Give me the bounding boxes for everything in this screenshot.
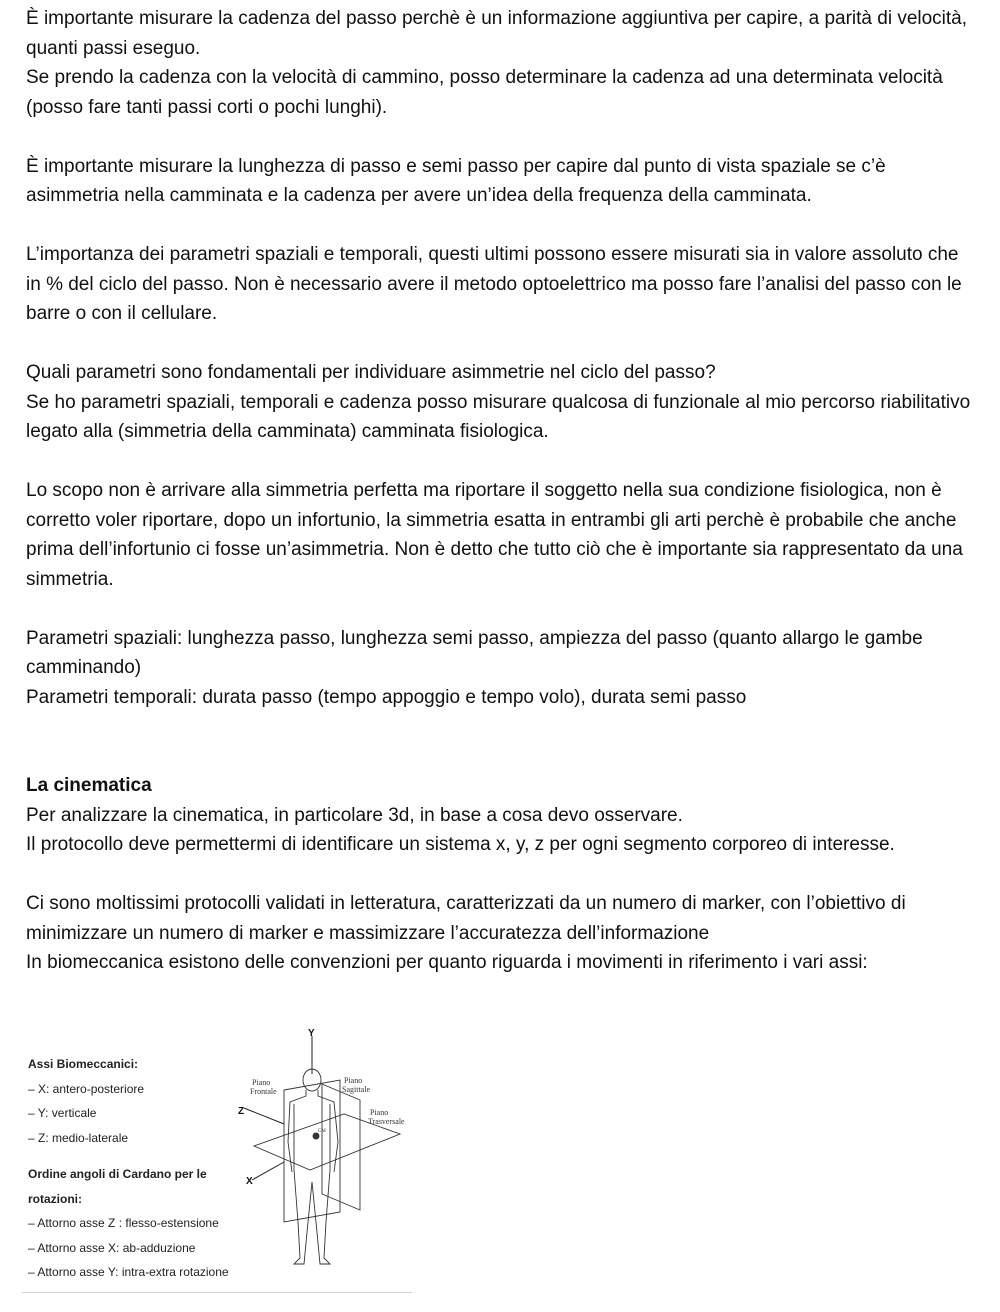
transverse-plane-label-2: Trasversale [368,1117,405,1126]
paragraph: Se ho parametri spaziali, temporali e cadenza posso misurare qualcosa di funzionale al mio percorso riabilitativo legato alla (simmetria della camminata) camminata fisiologica. [26,391,971,442]
x-axis-line [252,1162,284,1180]
paragraph: Per analizzare la cinematica, in particolare 3d, in base a cosa devo osservare. [26,804,683,826]
paragraph: Lo scopo non è arrivare alla simmetria perfetta ma riportare il soggetto nella sua condizione fisiologica, non è corretto voler riportare, dopo un infortunio, la simmetria esatta in entrambi gli arti perchè è probabile che anche prima dell’infortunio ci fosse un’asimmetria. Non è detto che tutto ciò che è importante sia rappresentato da una simmetria. [26,480,963,590]
transverse-plane-label-1: Piano [370,1108,389,1117]
axis-item: – X: antero-posteriore [28,1081,145,1096]
paragraph: È importante misurare la lunghezza di passo e semi passo per capire dal punto di vista spaziale se c’è asimmetria nella camminata e la cadenza per avere un’idea della frequenza della camminata. [26,155,886,206]
paragraph: L’importanza dei parametri spaziali e temporali, questi ultimi possono essere misurati sia in valore assoluto che in % del ciclo del passo. Non è necessario avere il metodo optoelettrico ma posso fare l’analisi del passo con le barre o con il cellulare. [26,244,962,324]
biomechanical-axes-figure [22,1022,414,1294]
axis-item: – Z: medio-laterale [28,1130,129,1145]
paragraph: Il protocollo deve permettermi di identificare un sistema x, y, z per ogni segmento corporeo di interesse. [26,834,895,855]
z-axis-label: Z [238,1106,245,1117]
paragraph: Ci sono moltissimi protocolli validati in letteratura, caratterizzati da un numero di marker, con l’obiettivo di minimizzare un numero di marker e massimizzare l’accuratezza dell’informazione [26,893,906,944]
x-axis-label: X [246,1176,253,1187]
frontal-plane-label-2: Frontale [250,1087,277,1096]
cm-label: CM [318,1129,326,1134]
z-axis-line [244,1108,284,1124]
cardano-item: – Attorno asse Z : flesso-estensione [28,1216,219,1230]
sagittal-plane-label-2: Sagittale [342,1085,370,1094]
sagittal-plane [322,1084,360,1210]
paragraph: In biomeccanica esistono delle convenzioni per quanto riguarda i movimenti in riferimento i vari assi: [26,952,868,973]
paragraph-temporal-params: Parametri temporali: durata passo (tempo appoggio e tempo volo), durata semi passo [26,686,747,708]
section-heading: La cinematica [26,775,152,796]
y-axis-label: Y [308,1028,315,1039]
paragraph-spatial-params: Parametri spaziali: lunghezza passo, lunghezza semi passo, ampiezza del passo (quanto allargo le gambe camminando) [26,627,923,678]
paragraph: È importante misurare la cadenza del passo perchè è un informazione aggiuntiva per capire, a parità di velocità, quanti passi eseguo. [26,8,968,59]
frontal-plane-label-1: Piano [252,1078,271,1087]
cardano-item: – Attorno asse X: ab-adduzione [28,1240,196,1255]
axis-item: – Y: verticale [28,1106,97,1120]
sagittal-plane-label-1: Piano [344,1076,363,1085]
paragraph: Se prendo la cadenza con la velocità di cammino, posso determinare la cadenza ad una determinata velocità (posso fare tanti passi corti o pochi lunghi). [26,67,943,118]
cardano-title: Ordine angoli di Cardano per le rotazioni: [28,1167,207,1206]
document-body [26,4,976,978]
cardano-item: – Attorno asse Y: intra-extra rotazione [28,1265,229,1279]
axes-title: Assi Biomeccanici: [28,1057,139,1071]
paragraph-question: Quali parametri sono fondamentali per individuare asimmetrie nel ciclo del passo? [26,362,716,383]
body-planes-diagram [22,1022,414,1294]
human-figure [288,1069,338,1264]
figure-divider [22,1292,412,1293]
